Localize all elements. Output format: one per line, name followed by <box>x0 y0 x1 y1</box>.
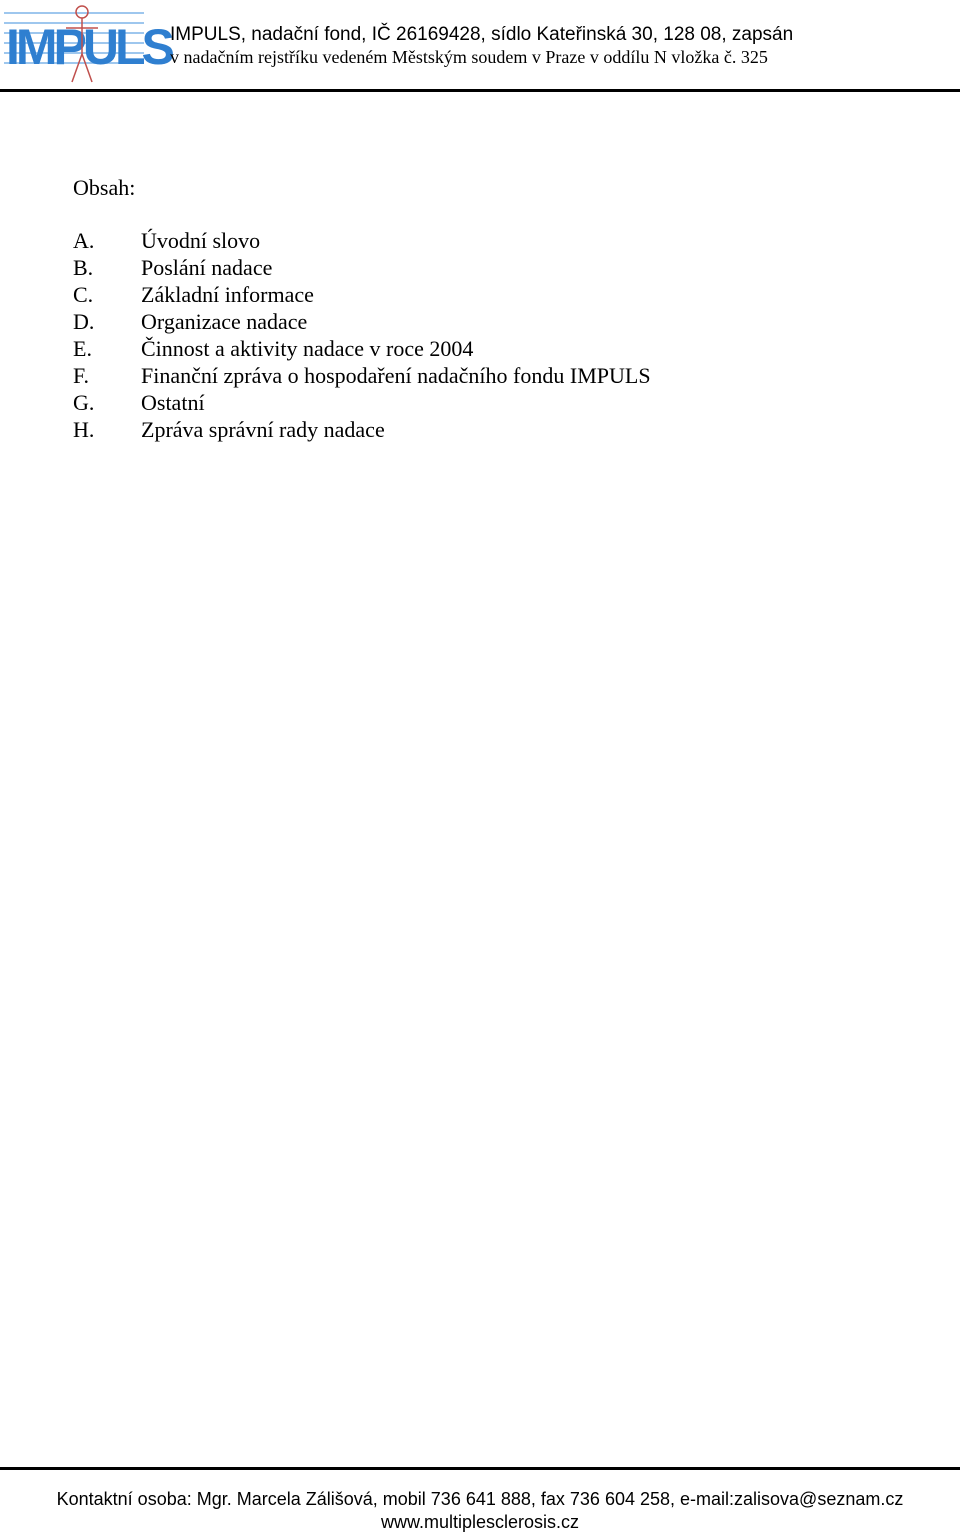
toc-item <box>73 389 651 416</box>
footer-divider <box>0 1467 960 1470</box>
footer-contact: Kontaktní osoba: Mgr. Marcela Zálišová, mobil 736 641 888, fax 736 604 258, e-mail:zalisova@seznam.cz <box>56 1489 904 1509</box>
toc-item-label: Základní informace <box>141 282 314 307</box>
toc-item-label: Poslání nadace <box>141 255 273 280</box>
toc-item-label: Finanční zpráva o hospodaření nadačního fondu IMPULS <box>141 363 651 388</box>
header-divider <box>0 89 960 92</box>
toc-item-letter: H. <box>73 417 95 442</box>
toc-item-label: Úvodní slovo <box>141 228 261 253</box>
footer-website-link[interactable]: www.multiplesclerosis.cz <box>380 1512 580 1532</box>
toc-item-letter: A. <box>73 228 95 253</box>
toc-item <box>73 362 651 389</box>
toc-item-letter: B. <box>73 255 94 280</box>
header-registry-info: v nadačním rejstříku vedeném Městským soudem v Praze v oddílu N vložka č. 325 <box>170 47 768 67</box>
toc-item <box>73 281 651 308</box>
toc-item-letter: C. <box>73 282 94 307</box>
toc-item-letter: E. <box>73 336 92 361</box>
toc-item-letter: F. <box>73 363 89 388</box>
toc-item <box>73 335 651 362</box>
svg-text:IMPULS: IMPULS <box>6 19 171 75</box>
toc-item-letter: D. <box>73 309 95 334</box>
toc-item <box>73 254 651 281</box>
toc-item-label: Činnost a aktivity nadace v roce 2004 <box>141 336 474 361</box>
toc-item-label: Zpráva správní rady nadace <box>141 417 385 442</box>
page-header <box>0 0 960 92</box>
toc-item <box>73 416 651 443</box>
toc-item-label: Ostatní <box>141 390 205 415</box>
table-of-contents <box>73 174 651 443</box>
impuls-logo <box>4 2 171 86</box>
toc-item-letter: G. <box>73 390 95 415</box>
toc-title: Obsah: <box>73 175 136 200</box>
toc-item <box>73 227 651 254</box>
toc-item-label: Organizace nadace <box>141 309 308 334</box>
toc-list <box>73 227 651 443</box>
toc-item <box>73 308 651 335</box>
header-foundation-info: IMPULS, nadační fond, IČ 26169428, sídlo Kateřinská 30, 128 08, zapsán <box>170 24 794 45</box>
